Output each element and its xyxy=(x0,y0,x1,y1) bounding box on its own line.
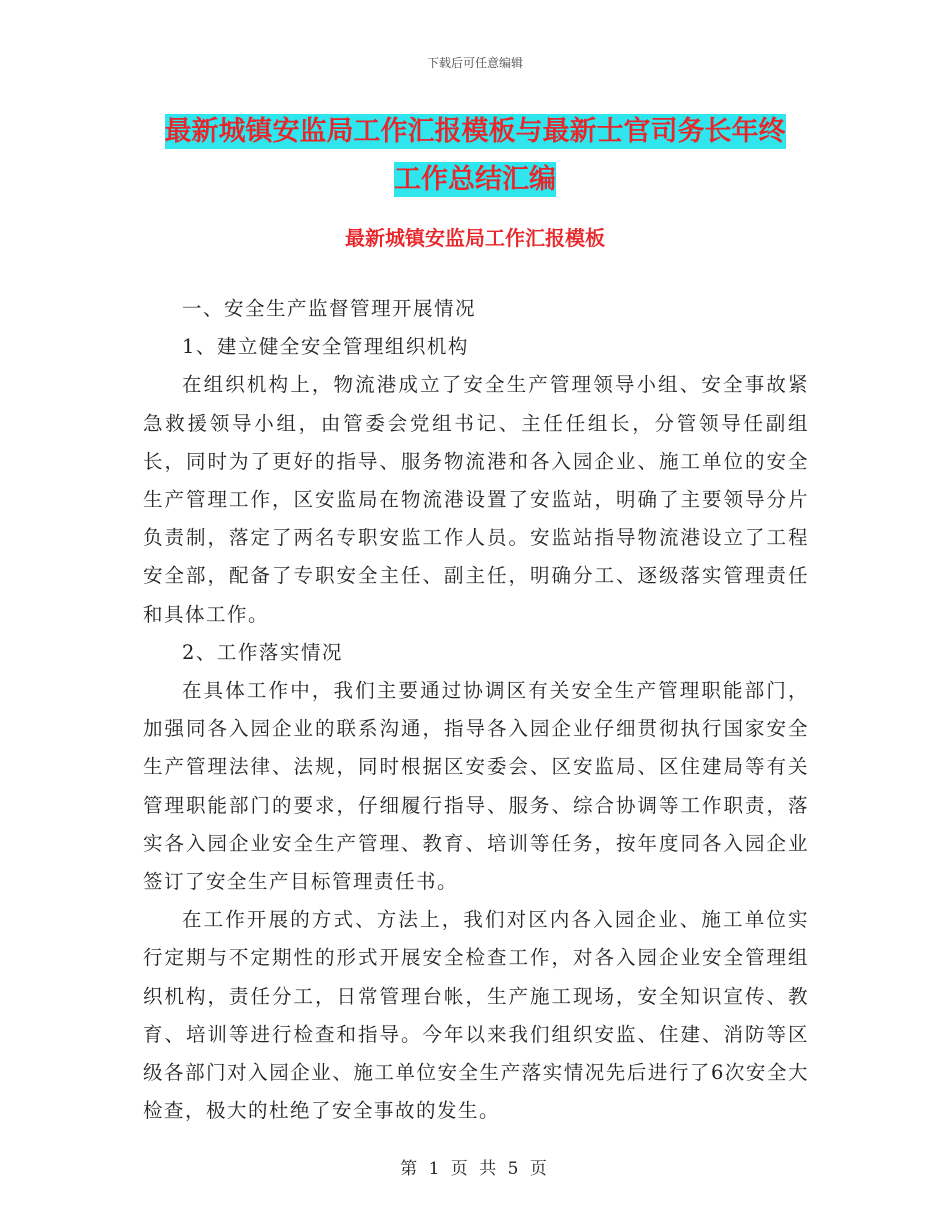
header-note: 下载后可任意编辑 xyxy=(426,56,523,70)
document-title-line-1: 最新城镇安监局工作汇报模板与最新士官司务长年终 xyxy=(164,116,786,147)
document-body xyxy=(143,290,809,1130)
paragraph: 在具体工作中，我们主要通过协调区有关安全生产管理职能部门，加强同各入园企业的联系沟通，指导各入园企业仔细贯彻执行国家安全生产管理法律、法规，同时根据区安委会、区安监局、区住建局等有关管理职能部门的要求，仔细履行指导、服务、综合协调等工作职责，落实各入园企业安全生产管理、教育、培训等任务，按年度同各入园企业签订了安全生产目标管理责任书。 xyxy=(143,679,809,894)
page-footer: 第 1 页 共 5 页 xyxy=(400,1159,550,1179)
section-title: 最新城镇安监局工作汇报模板 xyxy=(345,226,605,250)
paragraph: 在工作开展的方式、方法上，我们对区内各入园企业、施工单位实行定期与不定期性的形式开展安全检查工作，对各入园企业安全管理组织机构，责任分工，日常管理台帐，生产施工现场，安全知识宣传、教育、培训等进行检查和指导。今年以来我们组织安监、住建、消防等区级各部门对入园企业、施工单位安全生产落实情况先后进行了6次安全大检查，极大的杜绝了安全事故的发生。 xyxy=(143,908,809,1123)
subheading-1: 1、建立健全安全管理组织机构 xyxy=(182,335,469,359)
subheading-2: 2、工作落实情况 xyxy=(182,640,343,664)
document-title xyxy=(0,108,950,204)
paragraph: 在组织机构上，物流港成立了安全生产管理领导小组、安全事故紧急救援领导小组，由管委会党组书记、主任任组长，分管领导任副组长，同时为了更好的指导、服务物流港和各入园企业、施工单位的安全生产管理工作，区安监局在物流港设置了安监站，明确了主要领导分片负责制，落定了两名专职安监工作人员。安监站指导物流港设立了工程安全部，配备了专职安全主任、副主任，明确分工、逐级落实管理责任和具体工作。 xyxy=(143,373,809,626)
document-title-line-2: 工作总结汇编 xyxy=(394,164,556,195)
heading-1: 一、安全生产监督管理开展情况 xyxy=(182,297,477,320)
